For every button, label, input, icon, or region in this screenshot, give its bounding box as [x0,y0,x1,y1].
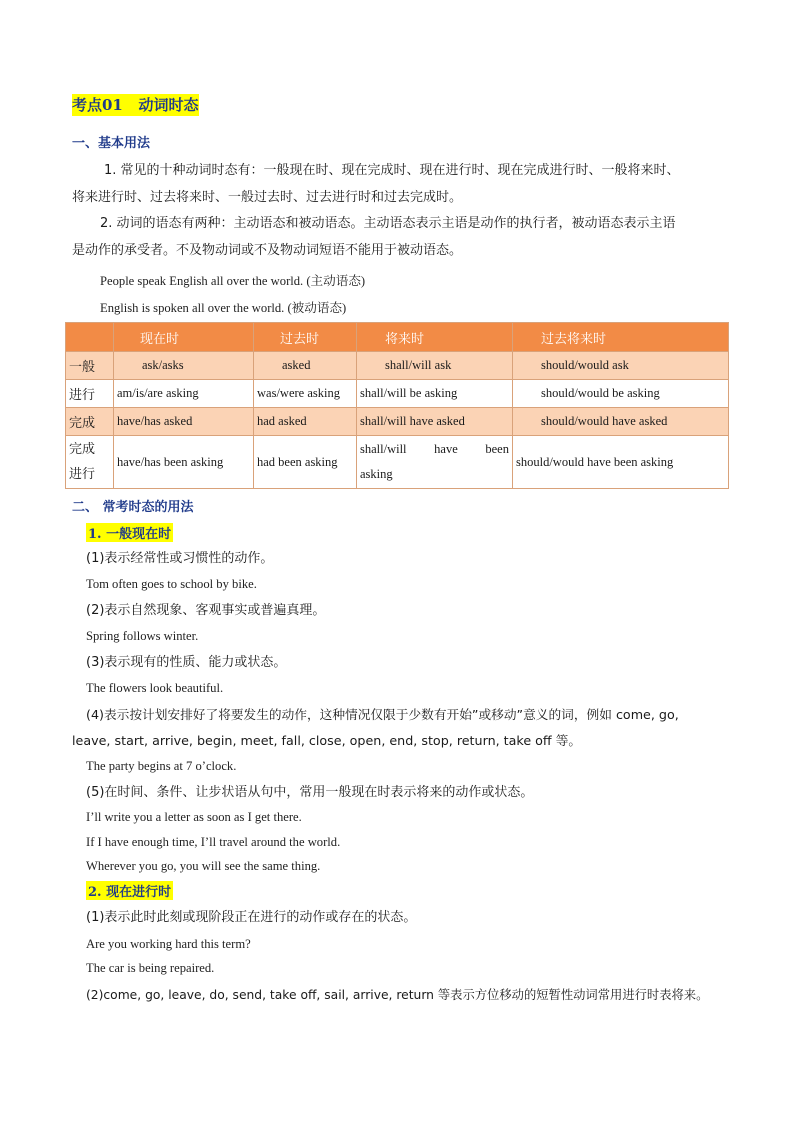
row-label: 完成 [66,408,114,436]
table-row [66,436,729,489]
table-cell: should/would be asking [513,380,729,408]
table-cell: asked [254,352,357,380]
example-line: Tom often goes to school by bike. [86,577,257,591]
rule-line: (3)表示现有的性质、能力或状态。 [86,655,287,670]
row-label [66,436,114,489]
table-row [66,352,729,380]
row-label-line: 进行 [69,467,96,482]
table-row [66,380,729,408]
section-heading-basic: 一、基本用法 [72,136,151,151]
table-row [66,408,729,436]
tense-table [65,322,729,489]
example-line: The party begins at 7 o’clock. [86,759,237,773]
table-cell: shall/will be asking [357,380,513,408]
table-cell: shall/will have asked [357,408,513,436]
table-cell: should/would have been asking [513,436,729,489]
table-header-cell: 现在时 [114,323,254,352]
table-cell: ask/asks [114,352,254,380]
row-label: 一般 [66,352,114,380]
subheading-present-continuous: 2. 现在进行时 [86,881,173,900]
topic-name: 动词时态 [138,96,199,114]
row-label-line: 完成 [69,442,96,457]
example-line: Spring follows winter. [86,629,199,643]
table-cell: should/would ask [513,352,729,380]
paragraph-1-line-2: 将来进行时、过去将来时、一般过去时、过去进行时和过去完成时。 [72,190,463,205]
rule-line: (2)come, go, leave, do, send, take off, sail, arrive, return 等表示方位移动的短暂性动词常用进行时表将来。 [86,988,709,1002]
section-heading-common-tenses: 二、 常考时态的用法 [72,500,194,515]
topic-code: 考点01 [72,96,123,114]
table-cell: had been asking [254,436,357,489]
table-cell: was/were asking [254,380,357,408]
example-passive-voice: English is spoken all over the world. (被动语态) [100,301,347,315]
rule-line: (1)表示经常性或习惯性的动作。 [86,551,274,566]
table-header-cell: 过去时 [254,323,357,352]
row-label: 进行 [66,380,114,408]
example-line: The car is being repaired. [86,961,215,975]
page-title [72,94,199,116]
example-line: Wherever you go, you will see the same thing. [86,859,321,873]
table-header-cell: 过去将来时 [513,323,729,352]
paragraph-2-line-1: 2. 动词的语态有两种：主动语态和被动语态。主动语态表示主语是动作的执行者，被动语态表示主语 [100,216,676,231]
table-cell: have/has been asking [114,436,254,489]
table-header-cell: 将来时 [357,323,513,352]
table-cell: shall/will have been asking [357,436,513,489]
table-cell: am/is/are asking [114,380,254,408]
paragraph-1-line-1: 1. 常见的十种动词时态有：一般现在时、现在完成时、现在进行时、现在完成进行时、一般将来时、 [104,163,680,178]
paragraph-2-line-2: 是动作的承受者。不及物动词或不及物动词短语不能用于被动语态。 [72,243,463,258]
table-cell: had asked [254,408,357,436]
example-line: The flowers look beautiful. [86,681,224,695]
example-active-voice: People speak English all over the world. (主动语态) [100,274,366,288]
rule-line: (2)表示自然现象、客观事实或普遍真理。 [86,603,326,618]
example-line: If I have enough time, I’ll travel around the world. [86,835,341,849]
table-header-row [66,323,729,352]
table-cell: shall/will ask [357,352,513,380]
rule-line: (4)表示按计划安排好了将要发生的动作，这种情况仅限于少数有开始”或移动”意义的词，例如 come, go, [86,707,679,722]
table-header-cell [66,323,114,352]
table-cell: have/has asked [114,408,254,436]
example-line: Are you working hard this term? [86,937,251,951]
example-line: I’ll write you a letter as soon as I get there. [86,810,302,824]
subheading-simple-present: 1. 一般现在时 [86,523,173,542]
rule-line: leave, start, arrive, begin, meet, fall, close, open, end, stop, return, take off 等。 [72,733,582,748]
rule-line: (5)在时间、条件、让步状语从句中，常用一般现在时表示将来的动作或状态。 [86,785,534,800]
table-cell: should/would have asked [513,408,729,436]
rule-line: (1)表示此时此刻或现阶段正在进行的动作或存在的状态。 [86,910,417,925]
